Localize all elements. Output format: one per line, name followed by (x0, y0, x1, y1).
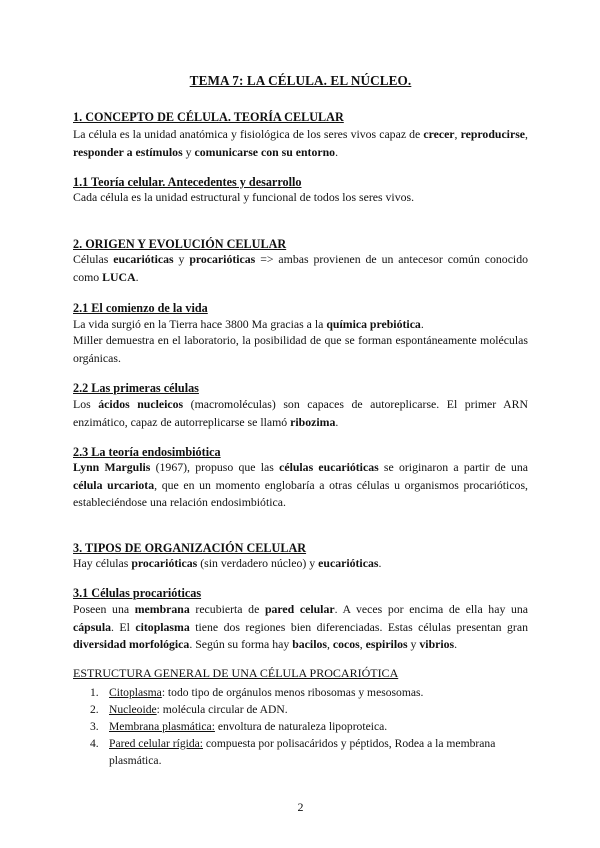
bold-term: química prebiótica (326, 317, 421, 331)
bold-term: célula urcariota (73, 477, 155, 492)
structure-list (73, 684, 528, 769)
list-item (73, 684, 528, 701)
text: . El (111, 619, 136, 634)
section-2-1-heading: 2.1 El comienzo de la vida (73, 301, 208, 315)
bold-term: cocos (332, 637, 360, 651)
text: . (454, 637, 458, 651)
bold-term: espirilos (365, 637, 408, 651)
text: Los (73, 397, 99, 411)
section-2-2-text (73, 396, 528, 431)
text: . A veces por encima de ella hay una (334, 602, 529, 616)
section-1-1-text: Cada célula es la unidad estructural y funcional de todos los seres vivos. (73, 190, 415, 204)
list-term: Nucleoide (109, 703, 157, 716)
section-1-1-heading: 1.1 Teoría celular. Antecedentes y desarrollo (73, 175, 302, 189)
text: Células (73, 252, 114, 266)
text: . Según su forma hay (189, 637, 293, 651)
section-3-paragraph (73, 555, 528, 573)
text: . (335, 414, 339, 429)
section-2-3-text (73, 459, 528, 512)
bold-term: células eucarióticas (279, 460, 379, 474)
text: . (420, 317, 424, 331)
bold-term: crecer (423, 127, 455, 141)
section-2-3-heading: 2.3 La teoría endosimbiótica (73, 445, 221, 459)
text: (1967), propuso que las (150, 460, 280, 474)
bold-term: membrana (134, 602, 190, 616)
text: tiene dos regiones bien diferenciadas. Estas células presentan gran (189, 619, 528, 634)
text: y (407, 637, 420, 651)
bold-term: procarióticas (131, 556, 198, 570)
structure-heading: ESTRUCTURA GENERAL DE UNA CÉLULA PROCARIÓTICA (73, 666, 399, 680)
list-desc: envoltura de naturaleza lipoproteica. (214, 720, 388, 733)
text: , (525, 127, 528, 141)
text: => ambas provienen de un antecesor común conocido como (73, 252, 529, 284)
bold-term: citoplasma (135, 619, 190, 634)
list-desc: : molécula circular de ADN. (156, 703, 288, 716)
text: . (335, 144, 339, 159)
list-term: Citoplasma (109, 686, 162, 699)
bold-term: bacilos (292, 637, 327, 651)
list-item (73, 701, 528, 718)
text: . (378, 556, 382, 570)
text: La vida surgió en la Tierra hace 3800 Ma gracias a la (73, 317, 327, 331)
list-term: Membrana plasmática: (109, 720, 215, 733)
list-number: 2. (90, 703, 99, 716)
text: y (182, 144, 195, 159)
text: y (173, 252, 190, 266)
bold-term: ribozima (290, 414, 336, 429)
list-number: 4. (90, 737, 99, 750)
section-2-paragraph (73, 251, 528, 286)
list-desc: : todo tipo de orgánulos menos ribosomas y mesosomas. (161, 686, 424, 699)
section-1-paragraph (73, 126, 528, 161)
section-3-heading: 3. TIPOS DE ORGANIZACIÓN CELULAR (73, 541, 307, 555)
text: Poseen una (73, 602, 135, 616)
bold-term: pared celular (264, 602, 335, 616)
section-3-1-heading: 3.1 Células procarióticas (73, 586, 202, 600)
text: , (326, 637, 333, 651)
bold-term: Lynn Margulis (73, 460, 151, 474)
bold-term: cápsula (73, 619, 112, 634)
bold-term: procarióticas (189, 252, 256, 266)
section-1-heading: 1. CONCEPTO DE CÉLULA. TEORÍA CELULAR (73, 110, 344, 124)
page-title: TEMA 7: LA CÉLULA. EL NÚCLEO. (189, 73, 412, 88)
bold-term: responder a estímulos (73, 144, 183, 159)
bold-term: LUCA (102, 269, 136, 284)
text: , que en un momento englobaría a otras células u organismos procarióticos, estableciéndose una relación endosimbiótica. (73, 477, 528, 509)
text: (macromoléculas) son capaces de autoreplicarse. El primer ARN enzimático, capaz de autorreplicarse se llamó (73, 397, 528, 429)
text: . (135, 269, 139, 284)
text: Hay células (73, 556, 132, 570)
list-number: 1. (90, 686, 99, 699)
section-3-1-text (73, 601, 528, 654)
list-item (73, 735, 528, 769)
text: , (454, 127, 461, 141)
bold-term: eucarióticas (113, 252, 174, 266)
bold-term: comunicarse con su entorno (194, 144, 336, 159)
bold-term: ácidos nucleicos (98, 397, 184, 411)
section-2-heading: 2. ORIGEN Y EVOLUCIÓN CELULAR (73, 237, 287, 251)
section-2-1-text (73, 316, 528, 334)
text: , (359, 637, 366, 651)
list-desc: compuesta por polisacáridos y péptidos, Rodea a la membrana plasmática. (109, 737, 496, 767)
text: se originaron a partir de una (378, 460, 529, 474)
text: (sin verdadero núcleo) y (197, 556, 319, 570)
page-number: 2 (297, 800, 304, 814)
bold-term: diversidad morfológica (73, 637, 190, 651)
list-term: Pared celular rígida: (109, 737, 203, 750)
bold-term: reproducirse (460, 127, 526, 141)
section-2-1-text-2: Miller demuestra en el laboratorio, la posibilidad de que se forman espontáneamente moléculas orgánicas. (73, 333, 528, 365)
section-2-2-heading: 2.2 Las primeras células (73, 381, 199, 395)
list-number: 3. (90, 720, 99, 733)
list-item (73, 718, 528, 735)
bold-term: eucarióticas (318, 556, 379, 570)
text: La célula es la unidad anatómica y fisiológica de los seres vivos capaz de (73, 127, 424, 141)
bold-term: vibrios (419, 637, 455, 651)
text: recubierta de (189, 602, 265, 616)
